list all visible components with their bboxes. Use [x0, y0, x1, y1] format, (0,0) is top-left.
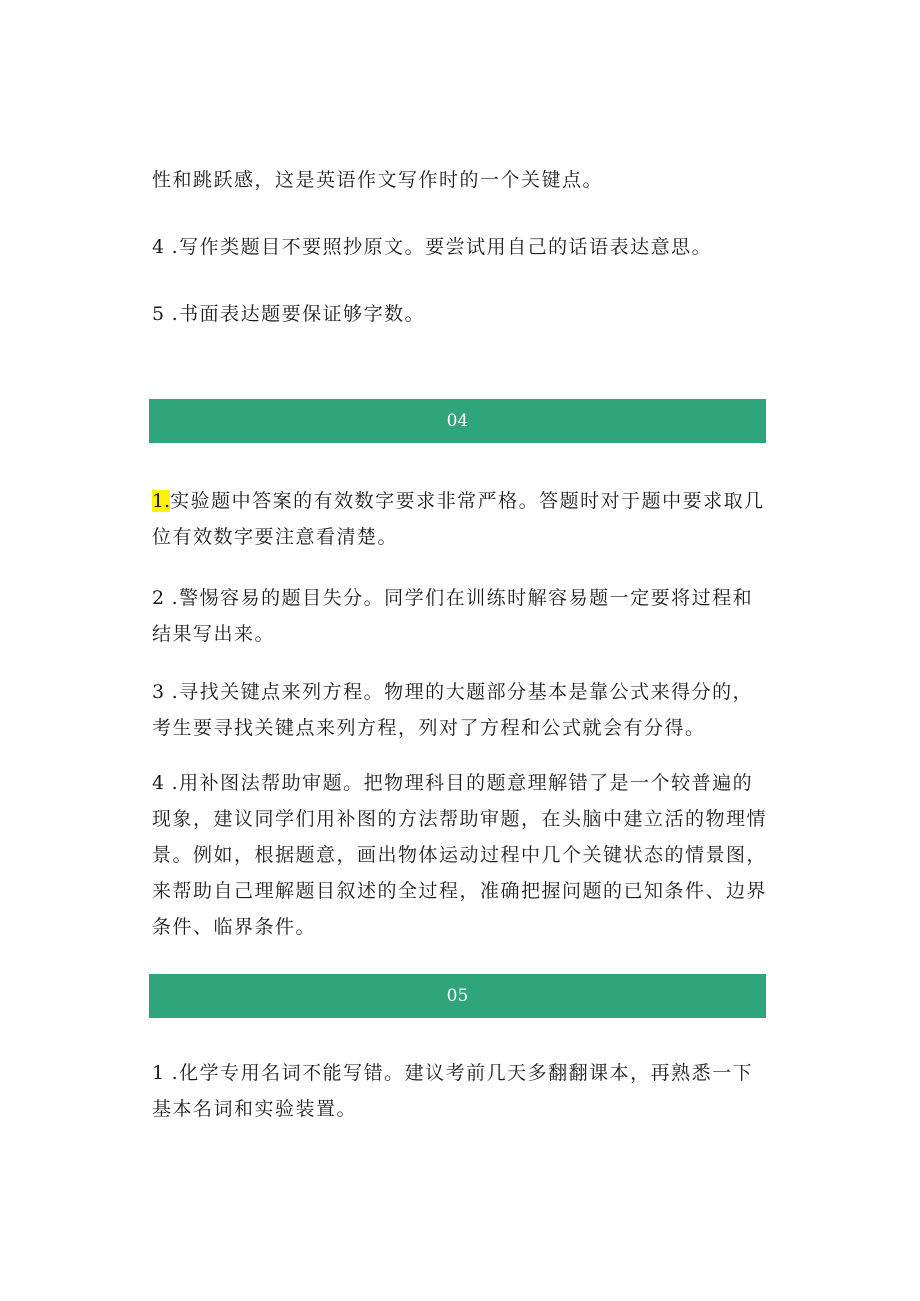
list-item — [152, 765, 772, 945]
item-text: .书面表达题要保证够字数。 — [164, 303, 426, 325]
item-number: 5 — [152, 303, 165, 325]
item-text: 实验题中答案的有效数字要求非常严格。答题时对于题中要求取几位有效数字要注意看清楚。 — [152, 490, 765, 548]
item-text: .警惕容易的题目失分。同学们在训练时解容易题一定要将过程和结果写出来。 — [152, 587, 754, 645]
list-item — [152, 483, 772, 555]
section-label: 04 — [446, 411, 469, 431]
section-label: 05 — [446, 986, 469, 1006]
item-number: 4 — [152, 772, 165, 794]
item-text: .寻找关键点来列方程。物理的大题部分基本是靠公式来得分的，考生要寻找关键点来列方程，列对了方程和公式就会有分得。 — [152, 681, 754, 739]
item-text: .用补图法帮助审题。把物理科目的题意理解错了是一个较普遍的现象，建议同学们用补图的方法帮助审题，在头脑中建立活的物理情景。例如，根据题意，画出物体运动过程中几个关键状态的情景图，来帮助自己理解题目叙述的全过程，准确把握问题的已知条件、边界条件、临界条件。 — [152, 772, 768, 938]
item-number: 4 — [152, 236, 165, 258]
item-number: 3 — [152, 681, 165, 703]
list-item — [152, 580, 772, 652]
section-header-04 — [149, 399, 766, 443]
item-number-highlighted: 1. — [152, 490, 171, 512]
paragraph-text: 性和跳跃感，这是英语作文写作时的一个关键点。 — [152, 169, 604, 191]
list-item — [152, 229, 772, 265]
list-item — [152, 1055, 772, 1127]
item-number: 1 — [152, 1062, 165, 1084]
section-header-05 — [149, 974, 766, 1018]
list-item — [152, 296, 772, 332]
item-number: 2 — [152, 587, 165, 609]
list-item — [152, 674, 772, 746]
item-text: .化学专用名词不能写错。建议考前几天多翻翻课本，再熟悉一下基本名词和实验装置。 — [152, 1062, 754, 1120]
item-text: .写作类题目不要照抄原文。要尝试用自己的话语表达意思。 — [164, 236, 713, 258]
paragraph-continuation — [152, 162, 772, 198]
